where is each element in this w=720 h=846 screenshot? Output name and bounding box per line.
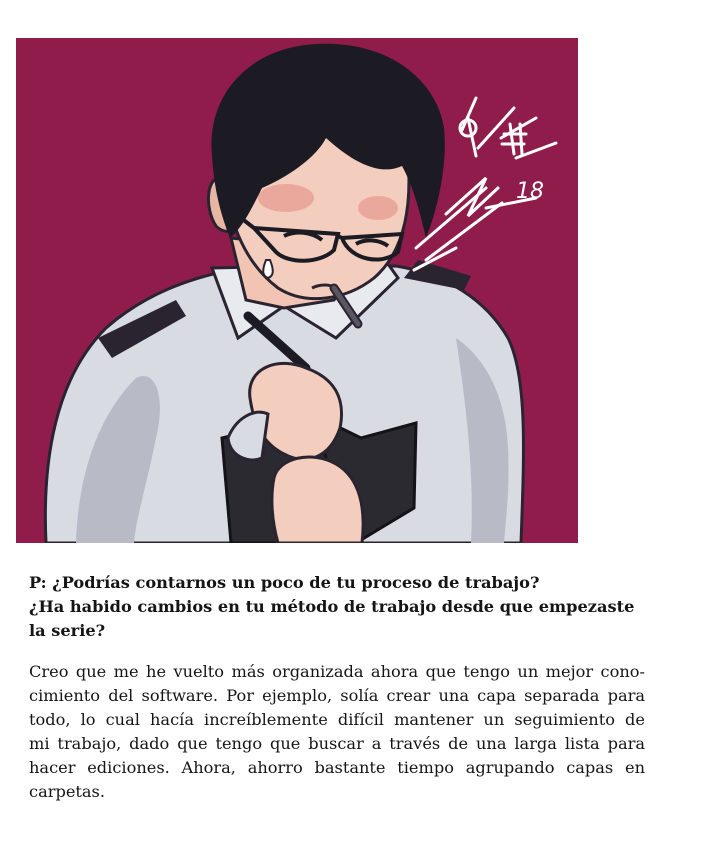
answer-line: mi trabajo, dado que tengo que buscar a través de una larga lista para	[29, 734, 645, 753]
answer-line: cimiento del software. Por ejemplo, solía crear una capa separada para	[29, 686, 645, 705]
cheek-blush	[258, 184, 314, 212]
answer-line: carpetas.	[29, 782, 106, 801]
answer-line: hacer ediciones. Ahora, ahorro bastante tiempo agrupando capas en	[29, 758, 645, 777]
question-line: P: ¿Podrías contarnos un poco de tu proceso de trabajo?	[29, 573, 540, 592]
question-line: ¿Ha habido cambios en tu método de trabajo desde que empezaste	[29, 597, 635, 616]
interview-answer	[29, 660, 645, 804]
artist-signature: 18	[516, 179, 544, 204]
illustration	[16, 38, 578, 543]
sweat-drop	[263, 260, 273, 278]
question-line: la serie?	[29, 621, 106, 640]
answer-line: todo, lo cual hacía increíblemente difícil mantener un seguimiento de	[29, 710, 645, 729]
illustration-drawing	[16, 38, 578, 543]
cheek-blush-right	[358, 196, 398, 220]
answer-line: Creo que me he vuelto más organizada ahora que tengo un mejor cono-	[29, 662, 645, 681]
interview-question	[29, 571, 659, 643]
